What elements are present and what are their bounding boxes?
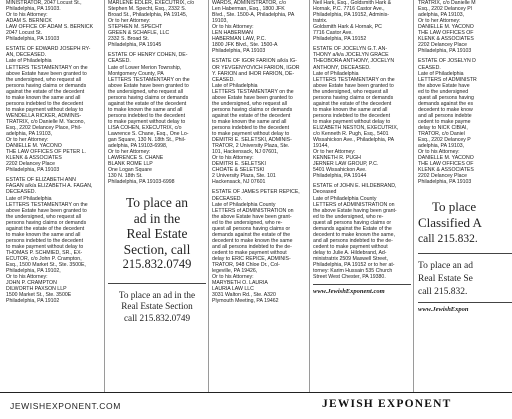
real-estate-ad-large bbox=[108, 195, 206, 273]
ad-line: To place an bbox=[125, 195, 189, 211]
notice-text: ESTATE OF HENRY COHEN, DE- CEASED. Late of Lower Merion Township, Montgomery County, PA LETTERS TESTAMENTARY on the above Estate have been granted to the undersigned, who request all persons having claims or demands against the estate of the decedent to make known the same and all persons indebted to the decedent to make payment without delay to LISA COHEN, EXECUTRIX, c/o Lawrence S. Chane, Esq., One Lo- gan Square, 130 N. 18th St., Phil- adelphia, PA 19103-6998, Or to her Attorney: LAWRENCE S. CHANE BLANK ROME LLP One Logan Square 130 N. 18th St. Philadelphia, PA 19103-6998 bbox=[108, 52, 190, 186]
page-footer bbox=[0, 392, 512, 419]
notice-text: WARDS, ADMINISTRATOR, c/o Len Haberman, Esq., 1800 JFK Blvd., Ste. 1500-A, Philadelphia, PA 19103, Or to his Attorney: LEN HABERMAN HABERMAN LAW, P.C. 1800 JFK Blvd., Ste. 1500-A Philadelphia, PA 19103 bbox=[212, 0, 295, 55]
url-divider bbox=[418, 302, 512, 303]
estate-notice bbox=[212, 58, 310, 185]
column-4 bbox=[313, 0, 411, 392]
ad-line: Classified A bbox=[418, 215, 482, 231]
estate-notice bbox=[313, 0, 411, 42]
footer-website: JEWISHEXPONENT.COM bbox=[10, 401, 121, 411]
website-url[interactable]: www.JewishExponent.com bbox=[313, 288, 385, 296]
notice-text: ESTATE OF JOSELYN D CEASED. Late of Philadelphia LETTERS of ADMINISTR the above Estate have ed to the undersigned quest all persons having demands against the es decedent to make know and all persons indebte cedent to make payme delay to NICK CIBIAI, TRATOR, c/o Daniel Esq., 2202 Delancey P adelphia, PA 19103, Or to his Attorney: DANIELLE M. YACONO THE LAW OFFICES OF KLENK & ASSOCIATES 2202 Delancey Place Philadelphia, PA 19103 bbox=[418, 58, 477, 186]
notice-text: MINISTRATOR, 2047 Locust St., Philadelphia, PA 19103. Or to his Attorney: ADAM S. BERNICK LAW OFFICE OF ADAM S. BERNICK 2047 Locust St. Philadelphia, PA 19103 bbox=[6, 0, 94, 43]
ad-line: Real Estate Section bbox=[121, 301, 193, 312]
ad-line: To place bbox=[432, 199, 477, 215]
notice-text: ESTATE OF JAMES PETER REPICE, DECEASED. Late of Philadelphia County LETTERS of ADMINISTRATION on the above Estate have been grant- ed to the undersigned, who re- quest all persons having claims or demands against the estate of the decedent to make known the same and all persons indebted to the de- cedent to make payment without delay to ERIC REPICE, ADMINIS- TRATOR, 948 Chloe Dr., Col- legeville, PA 19426, Or to his Attorney: MARYBETH O. LAURIA LAURIA LAW LLC 3031 Walton Rd., Ste. A320 Plymouth Meeting, PA 19462 bbox=[212, 189, 300, 305]
notice-text: ESTATE OF ELIZABETH ANN FAGAN a/k/a ELIZABETH A. FAGAN, DECEASED. Late of Philadelphia LETTERS TESTAMENTARY on the above Estate have been granted to the undersigned, who request all persons having claims or demands against the estate of the decedent to make known the same and all persons indebted to the decedent to make payment without delay to THOMAS P. SCHMIED, SR., EX- ECUTOR, c/o John P. Crampton, Esq., 1500 Market St., Ste. 3500E, Philadelphia, PA 19102, Or to his Attorney: JOHN P. CRAMPTON DILWORTH PAXSON LLP 1500 Market St., Ste. 3500E Philadelphia, PA 19102 bbox=[6, 177, 93, 305]
estate-notice bbox=[108, 0, 206, 48]
column-2 bbox=[108, 0, 206, 392]
ad-line: Section, call bbox=[123, 241, 191, 257]
ad-phone: 215.832.0749 bbox=[122, 257, 192, 272]
notice-text: ESTATE OF JOCELYN G.T. AN- THONY a/k/a JOCELYN GRACE THEOBORA ANTHONY, JOCELYN ANTHONY, DECEASED. Late of Philadelphia LETTERS TESTAMENTARY on the above Estate have been granted to the undersigned, who request all persons having claims or demands against the estate of the decedent to make known the same and all persons indebted to the decedent to make payment without delay to ELIZABETH NESTON, EXECUTRIX, c/o Kenneth R. Pugh, Esq., 5401 Wissahickon Ave., Philadelphia, PA 19144, Or to her Attorney: KENNETH R. PUGH JERNER LAW GROUP, P.C. 5401 Wissahickon Ave. Philadelphia, PA 19144 bbox=[313, 46, 399, 180]
notice-text: MARLENE EDLER, EXECUTRIX, c/o Stephen M. Specht, Esq., 2332 S. Broad St., Philadelphia, PA 19145, Or to her Attorney: STEPHEN M. SPECHT GREEN & SCHAFLE, LLC 2332 S. Broad St. Philadelphia, PA 19145 bbox=[108, 0, 195, 49]
estate-notice bbox=[313, 46, 411, 179]
column-1 bbox=[6, 0, 104, 392]
column-divider bbox=[208, 0, 209, 392]
ad-phone: call 215.832. bbox=[418, 287, 468, 298]
ad-divider bbox=[418, 253, 512, 254]
notice-text: ESTATE of JOHN E. HILDEBRAND, Deceased Late of Philadelphia County LETTERS of ADMINISTRATION on the above Estate having been grant- ed to the undersigned, who re- quest all persons having claims or demands against the Estate of the decedent to make known the same, and all persons indebted to the de- cedent to make payment without delay to Julie A. Hildebrand, Ad- ministratrix 2509 Maxwell Street, Philadelphia, PA 19152 or to her at- torney: Karim Hussain 535 Church Street West Chester, PA 19380. bbox=[313, 183, 397, 281]
ad-line: Real Estate Se bbox=[418, 274, 473, 285]
estate-notice bbox=[6, 0, 104, 42]
ad-line: Real Estate bbox=[126, 226, 188, 242]
notice-text: ESTATE OF IGOR FARION a/k/a IG- OR YEVGENYOVICH FARION, IGOR Y. FARION and IHOR FARION, DE- CEASED. Late of Philadelphia LETTERS TESTAMENTARY on the above Estate have been granted to the undersigned, who request all persons having claims or demands against the estate of the decedent to make known the same and all persons indebted to the decedent to make payment without delay to DEMITRI E. SELETSKI, ADMINIS- TRATOR, 2 University Plaza, Ste. 101, Hackensack, NJ 07601, Or to his Attorney: DEMITRI E. SELETSKI CHOATE & SELETSKI 2 University Plaza, Ste. 101 Hackensack, NJ 07601 bbox=[212, 58, 300, 186]
ad-divider bbox=[108, 283, 206, 284]
footer-masthead: JEWISH EXPONENT bbox=[322, 398, 452, 410]
notice-text: TRATRIX, c/o Danielle M Esq., 2202 Delancey Pl adelphia, PA 19103, Or to her Attorney: DANIELLE M. YACONO THE LAW OFFICES OF KLENK & ASSOCIATES 2202 Delancey Place Philadelphia, PA 19103 bbox=[418, 0, 476, 55]
column-divider bbox=[104, 0, 105, 392]
estate-notice bbox=[212, 0, 310, 54]
estate-notice bbox=[6, 46, 104, 173]
ad-line: To place an ad in the bbox=[118, 289, 196, 300]
real-estate-ad-small bbox=[108, 290, 206, 325]
estate-notice bbox=[418, 0, 512, 54]
estate-notice bbox=[418, 58, 512, 185]
estate-notice bbox=[212, 189, 310, 304]
notice-text: Neil Hark, Esq., Goldsmith Hark & Hornak, P.C. 7716 Castor Ave., Philadelphia, PA 19152, Adminis- tratrix. Goldsmith Hark & Hornak, PC 7716 Castor Ave. Philadelphia, PA 19152 bbox=[313, 0, 392, 43]
estate-notice bbox=[313, 183, 411, 280]
column-3 bbox=[212, 0, 310, 392]
website-url[interactable]: www.JewishExpon bbox=[418, 306, 469, 314]
ad-phone: call 215.832. bbox=[418, 233, 478, 246]
estate-notice bbox=[6, 177, 104, 304]
estate-notice bbox=[108, 52, 206, 185]
classified-ad bbox=[418, 199, 512, 247]
ad-line: To place an ad bbox=[418, 261, 473, 272]
ad-phone: call 215.832.0749 bbox=[123, 312, 191, 323]
column-5 bbox=[418, 0, 512, 392]
column-divider bbox=[413, 0, 414, 392]
ad-line: ad in the bbox=[133, 210, 181, 226]
real-estate-ad-small bbox=[418, 260, 512, 299]
url-divider bbox=[313, 284, 411, 285]
notice-text: ESTATE OF EDWARD JOSEPH RY- AN, DECEASED. Late of Philadelphia LETTERS TESTAMENTARY on the above Estate have been granted to the undersigned, who request all persons having claims or demands against the estate of the decedent to make known the same and all persons indebted to the decedent to make payment without delay to WENDELLA RICKER, ADMINIS- TRATRIX, c/o Danielle M. Yacono, Esq., 2202 Delancey Place, Phil- adelphia, PA 19103, Or to her Attorney: DANIELLE M. YACONO THE LAW OFFICES OF PETER L. KLENK & ASSOCIATES 2202 Delancey Place Philadelphia, PA 19103 bbox=[6, 46, 91, 174]
